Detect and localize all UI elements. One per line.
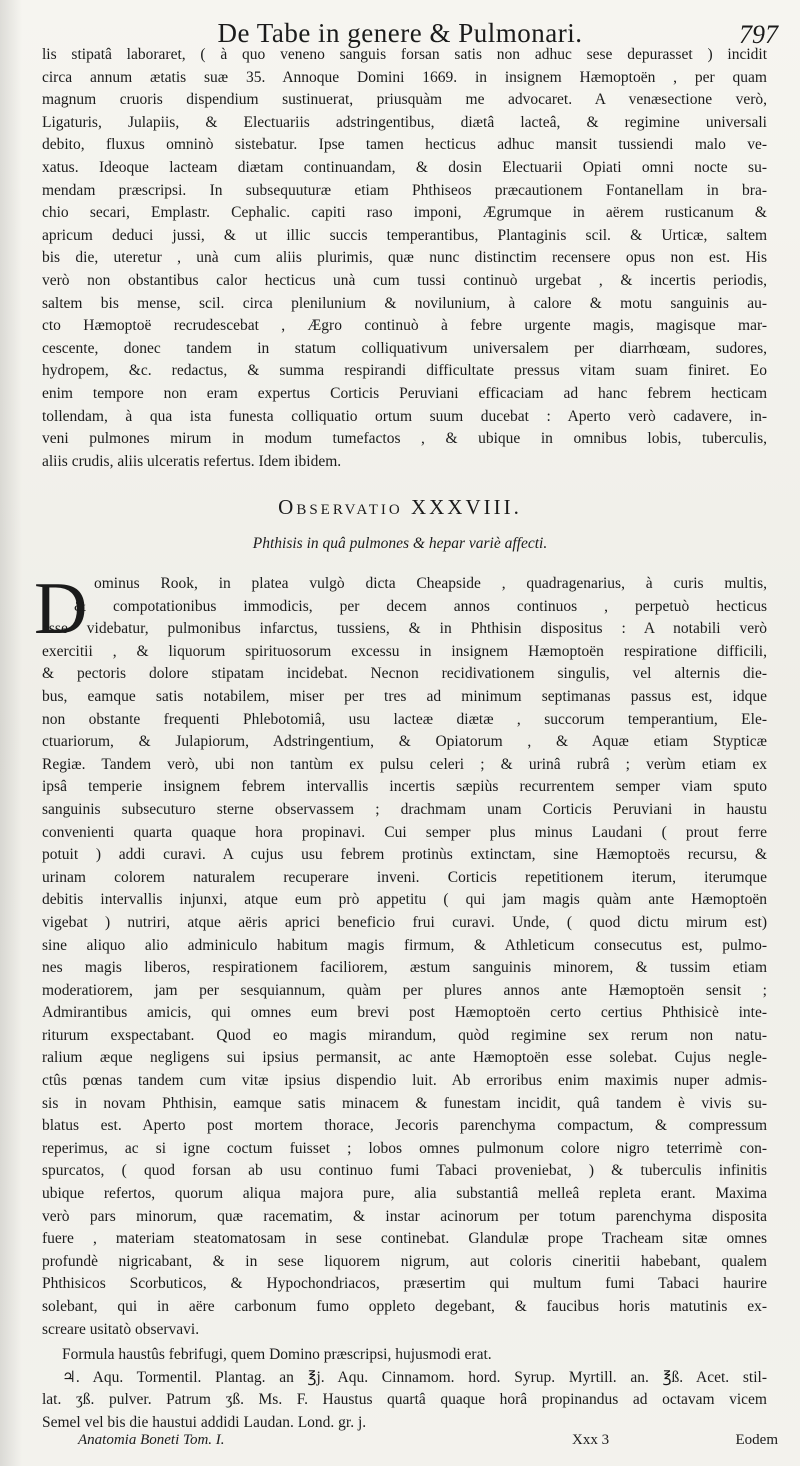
- catchword: Eodem: [735, 1432, 778, 1448]
- text-line: convenienti quarta quaque hora propinavi. Cui semper plus minus Laudani ( prout ferre: [42, 823, 767, 841]
- text-line: sine aliquo alio adminiculo habitum magis firmum, & Athleticum consecutus est, pulmo-: [42, 936, 767, 954]
- text-line: Regiæ. Tandem verò, ubi non tantùm ex pulsu celeri ; & urinâ rubrâ ; verùm etiam ex: [42, 755, 767, 773]
- text-line: aliis crudis, aliis ulceratis refertus. Idem ibidem.: [42, 452, 342, 470]
- text-block-formula: [42, 1344, 767, 1434]
- text-line: verò non obstantibus calor hecticus unà cum tussi continuò urgebat , & incertis periodis,: [42, 271, 767, 289]
- drop-cap: D: [34, 568, 88, 650]
- signature-mark: Xxx 3: [572, 1432, 610, 1448]
- footer-volume-line: Anatomia Boneti Tom. I.: [78, 1432, 225, 1448]
- page-number: 797: [739, 20, 778, 49]
- formula-heading: Formula haustûs febrifugi, quem Domino præscripsi, hujusmodi erat.: [62, 1346, 492, 1363]
- text-line: circa annum ætatis suæ 35. Annoque Domini 1669. in insignem Hæmoptoën , per quam: [42, 68, 767, 86]
- text-line: ipsâ temperie insignem febrem intervallis incertis sæpiùs recurrentem semper viam sputo: [42, 778, 767, 796]
- text-line: screare usitatò observavi.: [42, 1320, 200, 1338]
- text-line: debitis intervallis injunxi, atque eum prò appetitu ( qui jam magis quàm ante Hæmoptoën: [42, 891, 767, 909]
- text-line: saltem bis mense, scil. circa plenilunium & novilunium, à calore & motu sanguinis au-: [42, 294, 767, 312]
- text-line: ominus Rook, in platea vulgò dicta Cheapside , quadragenarius, à curis multis,: [94, 575, 767, 592]
- text-line: magnum cruoris dispendium sustinuerat, priusquàm me advocaret. A venæsectione verò,: [42, 91, 767, 109]
- text-line: moderatiorem, jam per sesquiannum, quàm per plures annos ante Hæmoptoën sensit ;: [42, 981, 767, 999]
- running-title: De Tabe in genere & Pulmonari.: [217, 18, 583, 48]
- text-line: solebant, qui in aëre carbonum fumo oppleto degebant, & faucibus horis matutinis ex-: [42, 1298, 767, 1315]
- text-line: veni pulmones mirum in modum tumefactos , & ubique in omnibus lobis, tuberculis,: [42, 430, 767, 448]
- text-line: non obstante frequenti Phlebotomiâ, usu lacteæ diætæ , succorum temperantium, Ele-: [42, 710, 767, 728]
- observation-subtitle: Phthisis in quâ pulmones & hepar variè affecti.: [252, 535, 548, 552]
- text-line: blatus est. Aperto post mortem thorace, Jecoris parenchyma compactum, & compressum: [42, 1117, 767, 1135]
- text-line: Admirantibus amicis, qui omnes eum brevi post Hæmoptoën certo certius Phthisicè inte-: [42, 1004, 767, 1022]
- text-line: apricum deduci jussi, & ut illic succis temperantibus, Plantaginis scil. & Urticæ, saltem: [42, 226, 767, 244]
- text-line: ctûs pœnas tandem cum vitæ ipsius dispendio luit. Ab erroribus enim maximis nuper admis-: [42, 1072, 767, 1090]
- text-line: cto Hæmoptoë recrudescebat , Ægro continuò à febre urgente magis, magisque mar-: [42, 317, 767, 335]
- text-line: sanguinis subsecuturo sterne observassem ; drachmam unam Corticis Peruviani in haustu: [42, 800, 767, 818]
- text-line: & pectoris dolore stipatam incidebat. Necnon recidivationem singulis, vel alternis die-: [42, 665, 767, 683]
- text-line: vigebat ) nutriri, atque aëris aprici beneficio frui curavi. Unde, ( quod dictu mirum est): [42, 913, 767, 931]
- text-line: tollendam, à qua ista funesta colliquatio ortum suum ducebat : Aperto verò cadavere, in-: [42, 407, 767, 425]
- text-line: enim tempore non eram expertus Corticis Peruviani efficaciam ad hanc febrem hecticam: [42, 384, 767, 402]
- text-line: bis die, uteretur , unà cum aliis plurimis, quæ nunc distinctim recensere opus non est. His: [42, 249, 767, 267]
- text-line: sis in novam Phthisin, eamque satis minacem & funestam incidit, quâ tandem è vivis su-: [42, 1094, 767, 1112]
- text-block-observation: [42, 573, 767, 1341]
- formula-line: lat. ʒß. pulver. Patrum ʒß. Ms. F. Haustus quartâ quaque horâ propinandus ad octavam vicem: [42, 1391, 767, 1409]
- text-block-previous-observation: [42, 44, 767, 473]
- text-line: profundè nigricabant, & in sese liquorem nigrum, aut coloris cineritii habebant, qualem: [42, 1252, 767, 1270]
- text-line: verò pars minorum, quæ racematim, & instar acinorum per totum parenchyma disposita: [42, 1207, 767, 1225]
- text-line: hydropem, &c. redactus, & summa respirandi difficultate pressus vitam suam finiret. Eo: [42, 362, 767, 380]
- formula-line: Semel vel bis die haustui addidi Laudan. Lond. gr. j.: [42, 1413, 367, 1431]
- text-line: ralium æque negligens sui ipsius permansit, ac ante Hæmoptoën esse solebat. Cujus negle-: [42, 1049, 767, 1067]
- text-line: debito, fluxus omninò sistebatur. Ipse tamen hecticus adhuc mansit tussiendi malo ve-: [42, 136, 767, 154]
- formula-line: ♃. Aqu. Tormentil. Plantag. an ℥j. Aqu. Cinnamom. hord. Syrup. Myrtill. an. ℥ß. Acet. stil-: [62, 1368, 767, 1386]
- text-line: Phthisicos Scorbuticos, & Hypochondriacos, præsertim qui multum fumi Tabaci haurire: [42, 1275, 767, 1293]
- page-footer: [0, 1428, 800, 1458]
- text-line: potuit ) addi curavi. A cujus usu febrem protinùs extinctam, sine Hæmoptoës recursu, &: [42, 846, 767, 864]
- text-line: esse videbatur, pulmonibus infarctus, tussiens, & in Phthisin dispositus : A notabili verò: [42, 620, 767, 638]
- text-line: bus, eamque satis notabilem, miser per tres ad minimum septimanas passus est, idque: [42, 687, 767, 705]
- text-line: fuere , materiam steatomatosam in sese continebat. Glandulæ prope Tracheam sitæ omnes: [42, 1230, 767, 1248]
- text-line: urinam colorem naturalem recuperare inveni. Corticis repetitionem iterum, iterumque: [42, 868, 767, 886]
- text-line: ctuariorum, & Julapiorum, Adstringentium, & Opiatorum , & Aquæ etiam Stypticæ: [42, 733, 767, 751]
- text-line: cescente, donec tandem in statum colliquativum universalem per diarrhœam, sudores,: [42, 339, 767, 357]
- text-line: lis stipatâ laboraret, ( à quo veneno sanguis forsan satis non adhuc sese depurasset ) incidit: [42, 46, 767, 63]
- text-line: & compotationibus immodicis, per decem annos continuos , perpetuò hecticus: [74, 597, 767, 615]
- text-line: ubique refertos, quorum aliqua majora pure, alia substantiâ melleâ repleta erant. Maxima: [42, 1185, 767, 1203]
- text-line: exercitii , & liquorum spirituosorum excessu in insignem Hæmoptoën respiratione difficili,: [42, 642, 767, 660]
- text-line: reperimus, ac si igne coctum fuisset ; lobos omnes pulmonum colore nigro teterrimè con-: [42, 1139, 767, 1157]
- text-line: Ligaturis, Julapiis, & Electuariis adstringentibus, diætâ lacteâ, & regimine universali: [42, 113, 767, 131]
- text-line: nes magis liberos, respirationem faciliorem, æstum sanguinis minorem, & tussim etiam: [42, 959, 767, 977]
- text-line: spurcatos, ( quod forsan ab usu continuo fumi Tabaci proveniebat, ) & tuberculis infinitis: [42, 1162, 767, 1180]
- observation-title: Observatio XXXVIII.: [278, 495, 522, 519]
- text-line: mendam præscripsi. In subsequuturæ etiam Phthiseos præcautionem Fontanellam in bra-: [42, 181, 767, 199]
- text-line: xatus. Ideoque lacteam diætam continuandam, & dosin Electuarii Opiati omni nocte su-: [42, 158, 767, 176]
- text-line: chio secari, Emplastr. Cephalic. capiti raso imponi, Ægrumque in aërem rusticanum &: [42, 204, 767, 222]
- text-line: riturum exspectabant. Quod eo magis mirandum, quòd regimine sex rerum non natu-: [42, 1026, 767, 1044]
